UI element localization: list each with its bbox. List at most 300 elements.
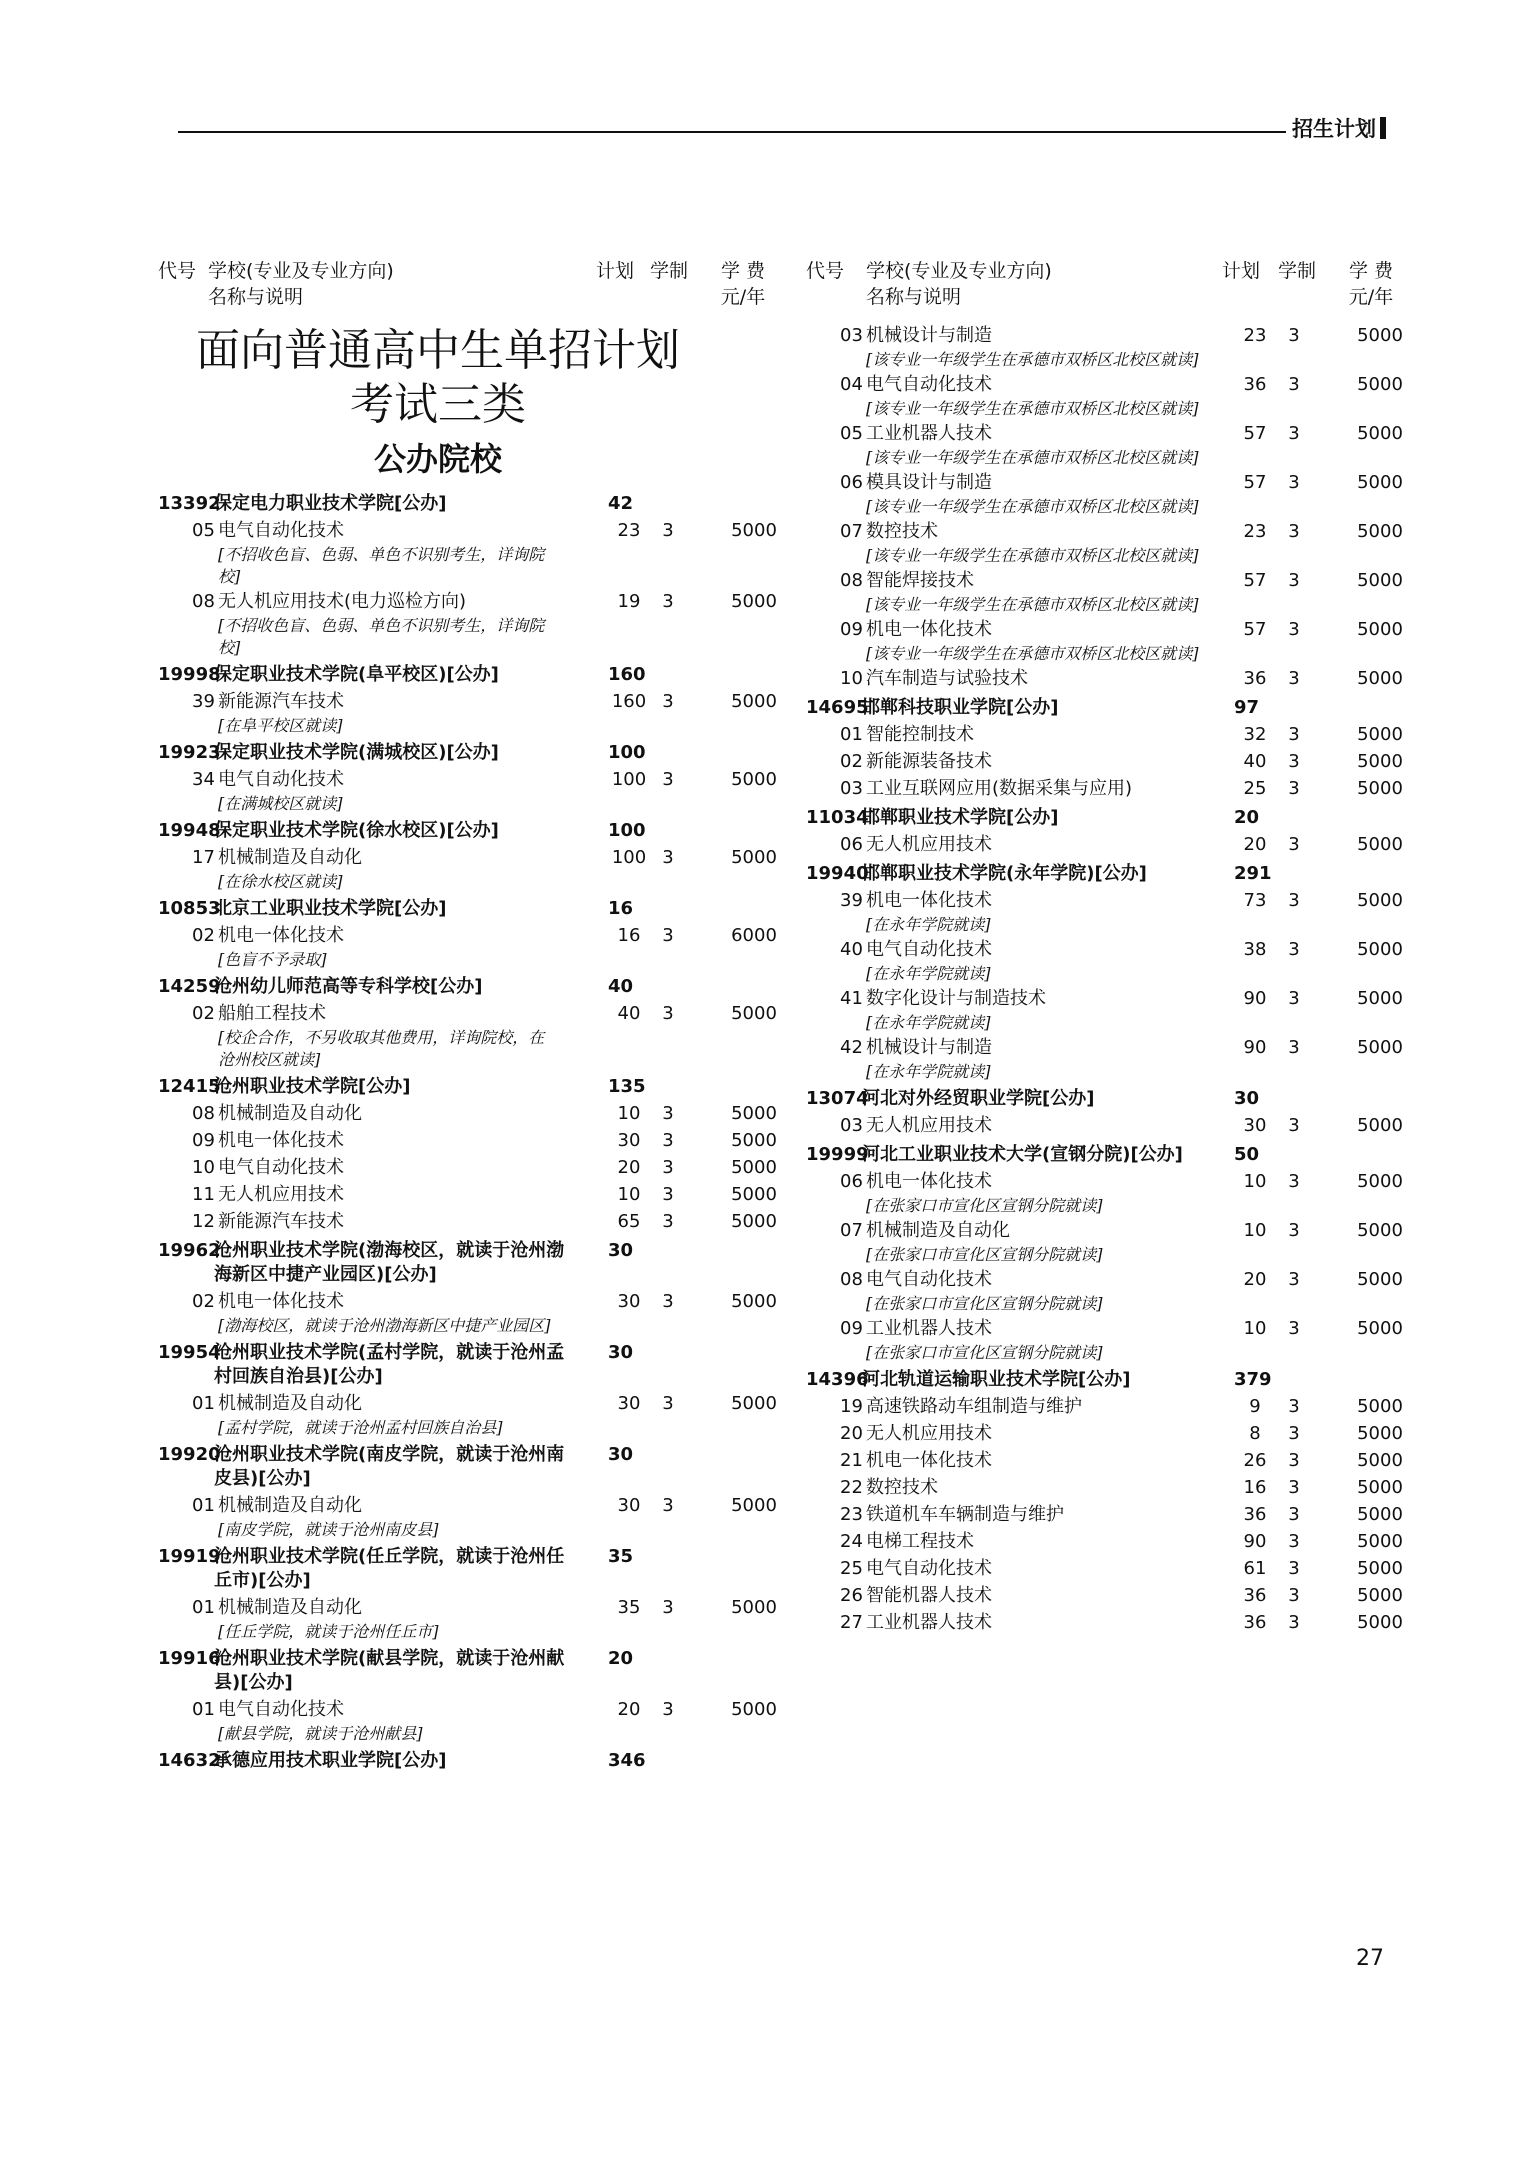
major-note: [在满城校区就读]	[218, 794, 343, 813]
major-years: 3	[662, 1103, 674, 1124]
major-row	[158, 1154, 848, 1181]
major-name: 船舶工程技术	[218, 1003, 326, 1024]
school-code: 13074	[806, 1088, 869, 1109]
major-fee: 5000	[1357, 423, 1403, 444]
major-name: 电气自动化技术	[866, 1558, 992, 1579]
school-name: 邯郸科技职业学院[公办]	[862, 697, 1059, 718]
major-plan: 30	[617, 1291, 641, 1312]
school-plan: 100	[608, 820, 646, 841]
major-note: [孟村学院，就读于沧州孟村回族自治县]	[218, 1418, 503, 1437]
major-plan: 23	[617, 520, 641, 541]
major-code: 19	[840, 1396, 863, 1417]
major-years: 3	[662, 1184, 674, 1205]
major-plan: 23	[1243, 521, 1267, 542]
major-name: 电气自动化技术	[218, 1699, 344, 1720]
major-years: 3	[1288, 570, 1300, 591]
major-row	[158, 1390, 848, 1417]
major-code: 01	[192, 1597, 215, 1618]
major-years: 3	[1288, 1318, 1300, 1339]
major-note: [在张家口市宣化区宣钢分院就读]	[866, 1343, 1103, 1362]
major-code: 21	[840, 1450, 863, 1471]
major-name: 电气自动化技术	[866, 374, 992, 395]
school-row	[158, 1337, 848, 1390]
major-row	[806, 665, 1496, 692]
major-fee: 5000	[1357, 1450, 1403, 1471]
major-fee: 5000	[1357, 751, 1403, 772]
major-name: 机电一体化技术	[218, 925, 344, 946]
header-rule	[178, 131, 1286, 133]
school-row	[158, 893, 848, 922]
school-plan: 20	[1234, 807, 1260, 828]
major-note: [献县学院，就读于沧州献县]	[218, 1724, 423, 1743]
major-years: 3	[1288, 668, 1300, 689]
major-name: 机电一体化技术	[218, 1291, 344, 1312]
school-plan: 50	[1234, 1144, 1260, 1165]
major-plan: 57	[1243, 570, 1267, 591]
column-header-right	[806, 258, 1496, 322]
major-fee: 5000	[731, 1184, 777, 1205]
major-plan: 35	[617, 1597, 641, 1618]
major-plan: 36	[1243, 1612, 1267, 1633]
major-row	[158, 844, 848, 871]
school-row	[158, 1439, 848, 1492]
school-plan: 291	[1234, 863, 1272, 884]
school-name: 沧州职业技术学院(孟村学院，就读于沧州孟村回族自治县)[公办]	[214, 1342, 565, 1387]
school-name: 保定职业技术学院(满城校区)[公办]	[214, 742, 499, 763]
major-fee: 5000	[1357, 1396, 1403, 1417]
major-code: 07	[840, 1220, 863, 1241]
major-code: 07	[840, 521, 863, 542]
major-years: 3	[1288, 374, 1300, 395]
major-fee: 5000	[1357, 521, 1403, 542]
major-years: 3	[1288, 939, 1300, 960]
school-row	[158, 1235, 848, 1288]
major-row	[806, 1528, 1496, 1555]
major-fee: 5000	[1357, 834, 1403, 855]
school-plan: 40	[608, 976, 634, 997]
major-years: 3	[1288, 1396, 1300, 1417]
school-row	[158, 1541, 848, 1594]
major-code: 06	[840, 1171, 863, 1192]
major-name: 铁道机车车辆制造与维护	[866, 1504, 1064, 1525]
major-code: 23	[840, 1504, 863, 1525]
major-plan: 10	[617, 1103, 641, 1124]
major-fee: 5000	[731, 847, 777, 868]
major-code: 05	[192, 520, 215, 541]
school-row	[158, 659, 848, 688]
header-code: 代号	[806, 260, 845, 282]
major-years: 3	[662, 1495, 674, 1516]
major-row	[806, 371, 1496, 398]
school-name: 邯郸职业技术学院[公办]	[862, 807, 1059, 828]
school-row	[806, 1139, 1496, 1168]
major-code: 12	[192, 1211, 215, 1232]
major-code: 01	[840, 724, 863, 745]
header-plan: 计划	[596, 260, 635, 282]
major-code: 11	[192, 1184, 215, 1205]
major-code: 17	[192, 847, 215, 868]
major-name: 机电一体化技术	[218, 1130, 344, 1151]
major-row	[158, 688, 848, 715]
major-years: 3	[1288, 1269, 1300, 1290]
major-row	[806, 322, 1496, 349]
school-name: 保定职业技术学院(徐水校区)[公办]	[214, 820, 499, 841]
major-years: 3	[662, 691, 674, 712]
major-note: [不招收色盲、色弱、单色不识别考生，详询院校]	[218, 616, 545, 657]
major-years: 3	[1288, 988, 1300, 1009]
major-fee: 5000	[1357, 1220, 1403, 1241]
major-code: 41	[840, 988, 863, 1009]
major-row	[158, 1492, 848, 1519]
major-row	[806, 1034, 1496, 1061]
major-name: 电气自动化技术	[218, 769, 344, 790]
major-note: [任丘学院，就读于沧州任丘市]	[218, 1622, 439, 1641]
school-code: 19954	[158, 1342, 221, 1363]
major-years: 3	[1288, 472, 1300, 493]
major-row	[806, 1420, 1496, 1447]
major-row	[806, 567, 1496, 594]
major-row	[806, 1609, 1496, 1636]
major-code: 09	[192, 1130, 215, 1151]
major-note: [色盲不予录取]	[218, 950, 327, 969]
school-row	[158, 488, 848, 517]
school-name: 邯郸职业技术学院(永年学院)[公办]	[862, 863, 1147, 884]
school-code: 19923	[158, 742, 221, 763]
major-name: 新能源汽车技术	[218, 691, 344, 712]
major-plan: 36	[1243, 1504, 1267, 1525]
major-name: 机械制造及自动化	[218, 1495, 362, 1516]
major-name: 模具设计与制造	[866, 472, 992, 493]
major-row	[806, 1501, 1496, 1528]
major-name: 机械制造及自动化	[866, 1220, 1010, 1241]
major-plan: 61	[1243, 1558, 1267, 1579]
major-name: 机电一体化技术	[866, 1171, 992, 1192]
school-name: 沧州职业技术学院(献县学院，就读于沧州献县)[公办]	[214, 1648, 565, 1693]
major-code: 06	[840, 472, 863, 493]
major-plan: 20	[617, 1699, 641, 1720]
major-code: 42	[840, 1037, 863, 1058]
major-plan: 90	[1243, 1037, 1267, 1058]
major-fee: 5000	[731, 691, 777, 712]
school-name: 保定职业技术学院(阜平校区)[公办]	[214, 664, 499, 685]
major-plan: 57	[1243, 423, 1267, 444]
major-name: 电气自动化技术	[218, 1157, 344, 1178]
major-years: 3	[662, 847, 674, 868]
major-years: 3	[1288, 778, 1300, 799]
major-code: 34	[192, 769, 215, 790]
major-years: 3	[1288, 1585, 1300, 1606]
major-plan: 160	[611, 691, 647, 712]
school-row	[158, 1643, 848, 1696]
major-name: 智能焊接技术	[866, 570, 974, 591]
school-plan: 346	[608, 1750, 646, 1771]
major-row	[158, 588, 848, 615]
school-name: 河北轨道运输职业技术学院[公办]	[862, 1369, 1131, 1390]
school-plan: 379	[1234, 1369, 1272, 1390]
major-name: 机械制造及自动化	[218, 1103, 362, 1124]
school-code: 14396	[806, 1369, 869, 1390]
major-name: 数控技术	[866, 521, 938, 542]
major-code: 20	[840, 1423, 863, 1444]
major-years: 3	[662, 1291, 674, 1312]
major-fee: 5000	[731, 520, 777, 541]
major-fee: 5000	[731, 1291, 777, 1312]
major-row	[158, 1696, 848, 1723]
major-code: 08	[840, 570, 863, 591]
major-plan: 32	[1243, 724, 1267, 745]
major-fee: 5000	[731, 1393, 777, 1414]
school-code: 19940	[806, 863, 869, 884]
major-plan: 73	[1243, 890, 1267, 911]
major-name: 汽车制造与试验技术	[866, 668, 1028, 689]
major-fee: 5000	[731, 769, 777, 790]
major-code: 09	[840, 619, 863, 640]
major-note: [在张家口市宣化区宣钢分院就读]	[866, 1196, 1103, 1215]
major-row	[806, 420, 1496, 447]
major-fee: 5000	[1357, 988, 1403, 1009]
major-name: 无人机应用技术	[218, 1184, 344, 1205]
major-years: 3	[662, 1699, 674, 1720]
major-note: [在阜平校区就读]	[218, 716, 343, 735]
major-row	[806, 1217, 1496, 1244]
school-name: 沧州职业技术学院(渤海校区，就读于沧州渤海新区中捷产业园区)[公办]	[214, 1240, 565, 1285]
major-plan: 26	[1243, 1450, 1267, 1471]
major-years: 3	[662, 1157, 674, 1178]
major-fee: 5000	[731, 1157, 777, 1178]
left-entries	[158, 488, 848, 1774]
school-plan: 135	[608, 1076, 646, 1097]
major-name: 电梯工程技术	[866, 1531, 974, 1552]
major-code: 27	[840, 1612, 863, 1633]
school-name: 保定电力职业技术学院[公办]	[214, 493, 447, 514]
column-header	[158, 258, 848, 322]
major-row	[806, 887, 1496, 914]
school-name: 沧州职业技术学院(任丘学院，就读于沧州任丘市)[公办]	[214, 1546, 565, 1591]
header-plan: 计划	[1222, 260, 1261, 282]
school-plan: 100	[608, 742, 646, 763]
major-row	[806, 1266, 1496, 1293]
major-name: 机电一体化技术	[866, 890, 992, 911]
major-years: 3	[1288, 890, 1300, 911]
major-fee: 5000	[1357, 1423, 1403, 1444]
major-fee: 5000	[731, 591, 777, 612]
major-code: 22	[840, 1477, 863, 1498]
major-note: [在永年学院就读]	[866, 964, 991, 983]
major-name: 工业机器人技术	[866, 423, 992, 444]
major-fee: 5000	[1357, 1037, 1403, 1058]
school-plan: 97	[1234, 697, 1260, 718]
major-plan: 10	[1243, 1171, 1267, 1192]
school-code: 14632	[158, 1750, 221, 1771]
major-plan: 10	[1243, 1318, 1267, 1339]
major-row	[158, 1208, 848, 1235]
school-plan: 30	[608, 1444, 634, 1465]
school-plan: 20	[608, 1648, 634, 1669]
major-years: 3	[1288, 1171, 1300, 1192]
major-years: 3	[662, 1597, 674, 1618]
major-years: 3	[662, 769, 674, 790]
school-plan: 160	[608, 664, 646, 685]
major-name: 机械设计与制造	[866, 1037, 992, 1058]
major-name: 电气自动化技术	[866, 939, 992, 960]
major-code: 39	[840, 890, 863, 911]
major-row	[158, 922, 848, 949]
school-plan: 30	[608, 1342, 634, 1363]
major-years: 3	[1288, 1220, 1300, 1241]
major-code: 10	[840, 668, 863, 689]
major-note: [在永年学院就读]	[866, 915, 991, 934]
header-name: 学校(专业及专业方向) 名称与说明	[208, 260, 394, 308]
school-row	[806, 692, 1496, 721]
major-code: 24	[840, 1531, 863, 1552]
major-fee: 5000	[731, 1211, 777, 1232]
major-name: 数字化设计与制造技术	[866, 988, 1046, 1009]
section-bar-icon	[1380, 117, 1386, 139]
header-name: 学校(专业及专业方向) 名称与说明	[866, 260, 1052, 308]
major-years: 3	[1288, 1558, 1300, 1579]
school-plan: 35	[608, 1546, 634, 1567]
title-block	[158, 324, 718, 482]
school-row	[806, 1364, 1496, 1393]
major-code: 05	[840, 423, 863, 444]
major-plan: 10	[1243, 1220, 1267, 1241]
major-plan: 30	[617, 1495, 641, 1516]
major-row	[158, 1100, 848, 1127]
major-code: 02	[192, 1003, 215, 1024]
major-plan: 90	[1243, 988, 1267, 1009]
major-fee: 5000	[1357, 1585, 1403, 1606]
major-name: 工业互联网应用(数据采集与应用)	[866, 778, 1133, 799]
major-fee: 5000	[731, 1699, 777, 1720]
major-years: 3	[1288, 325, 1300, 346]
school-plan: 30	[1234, 1088, 1260, 1109]
major-code: 06	[840, 834, 863, 855]
major-fee: 5000	[1357, 1477, 1403, 1498]
major-fee: 5000	[1357, 472, 1403, 493]
major-row	[158, 766, 848, 793]
major-row	[806, 936, 1496, 963]
major-fee: 5000	[1357, 668, 1403, 689]
school-name: 河北工业职业技术大学(宣钢分院)[公办]	[862, 1144, 1183, 1165]
major-plan: 57	[1243, 619, 1267, 640]
major-years: 3	[662, 925, 674, 946]
school-row	[806, 802, 1496, 831]
school-name: 沧州幼儿师范高等专科学校[公办]	[214, 976, 483, 997]
major-years: 3	[662, 1003, 674, 1024]
major-years: 3	[662, 1130, 674, 1151]
major-fee: 5000	[1357, 1269, 1403, 1290]
header-code: 代号	[158, 260, 197, 282]
school-code: 19998	[158, 664, 221, 685]
major-note: [南皮学院，就读于沧州南皮县]	[218, 1520, 439, 1539]
major-row	[806, 721, 1496, 748]
major-years: 3	[1288, 423, 1300, 444]
school-name: 沧州职业技术学院[公办]	[214, 1076, 411, 1097]
school-plan: 30	[608, 1240, 634, 1261]
major-fee: 5000	[731, 1495, 777, 1516]
school-code: 19920	[158, 1444, 221, 1465]
major-note: [该专业一年级学生在承德市双桥区北校区就读]	[866, 399, 1199, 418]
major-note: [该专业一年级学生在承德市双桥区北校区就读]	[866, 350, 1199, 369]
major-code: 08	[192, 1103, 215, 1124]
major-name: 无人机应用技术(电力巡检方向)	[218, 591, 467, 612]
right-column	[806, 258, 1496, 1636]
major-row	[806, 985, 1496, 1012]
major-years: 3	[1288, 1531, 1300, 1552]
major-name: 机械制造及自动化	[218, 1597, 362, 1618]
major-row	[158, 1127, 848, 1154]
major-code: 25	[840, 1558, 863, 1579]
major-years: 3	[1288, 1423, 1300, 1444]
major-note: [不招收色盲、色弱、单色不识别考生，详询院校]	[218, 545, 545, 586]
major-name: 工业机器人技术	[866, 1612, 992, 1633]
major-note: [该专业一年级学生在承德市双桥区北校区就读]	[866, 644, 1199, 663]
major-plan: 36	[1243, 374, 1267, 395]
major-fee: 5000	[1357, 1612, 1403, 1633]
major-plan: 16	[617, 925, 641, 946]
major-fee: 5000	[1357, 939, 1403, 960]
title-line1: 面向普通高中生单招计划	[196, 325, 680, 376]
major-fee: 5000	[1357, 890, 1403, 911]
major-row	[806, 469, 1496, 496]
major-note: [在张家口市宣化区宣钢分院就读]	[866, 1294, 1103, 1313]
major-plan: 57	[1243, 472, 1267, 493]
major-code: 01	[192, 1393, 215, 1414]
major-code: 03	[840, 778, 863, 799]
major-name: 电气自动化技术	[866, 1269, 992, 1290]
major-plan: 20	[1243, 1269, 1267, 1290]
major-name: 无人机应用技术	[866, 1115, 992, 1136]
major-name: 机械制造及自动化	[218, 847, 362, 868]
major-fee: 5000	[1357, 1504, 1403, 1525]
major-name: 智能机器人技术	[866, 1585, 992, 1606]
major-years: 3	[662, 520, 674, 541]
major-plan: 20	[617, 1157, 641, 1178]
major-years: 3	[1288, 751, 1300, 772]
major-fee: 5000	[1357, 1531, 1403, 1552]
major-name: 数控技术	[866, 1477, 938, 1498]
major-plan: 100	[611, 769, 647, 790]
major-row	[158, 1181, 848, 1208]
major-plan: 10	[617, 1184, 641, 1205]
major-plan: 25	[1243, 778, 1267, 799]
major-plan: 23	[1243, 325, 1267, 346]
major-years: 3	[1288, 1477, 1300, 1498]
major-row	[806, 1112, 1496, 1139]
major-name: 机械制造及自动化	[218, 1393, 362, 1414]
major-row	[806, 1555, 1496, 1582]
major-plan: 30	[1243, 1115, 1267, 1136]
major-row	[158, 1594, 848, 1621]
school-row	[158, 815, 848, 844]
major-plan: 40	[617, 1003, 641, 1024]
major-row	[806, 1393, 1496, 1420]
school-code: 14259	[158, 976, 221, 997]
major-code: 09	[840, 1318, 863, 1339]
major-fee: 5000	[1357, 1115, 1403, 1136]
major-years: 3	[1288, 521, 1300, 542]
school-code: 11034	[806, 807, 869, 828]
major-plan: 30	[617, 1393, 641, 1414]
major-years: 3	[1288, 1612, 1300, 1633]
major-row	[806, 1168, 1496, 1195]
school-code: 19999	[806, 1144, 869, 1165]
major-code: 04	[840, 374, 863, 395]
right-entries	[806, 322, 1496, 1636]
major-plan: 20	[1243, 834, 1267, 855]
major-name: 机械设计与制造	[866, 325, 992, 346]
title-line2: 考试三类	[350, 379, 526, 430]
